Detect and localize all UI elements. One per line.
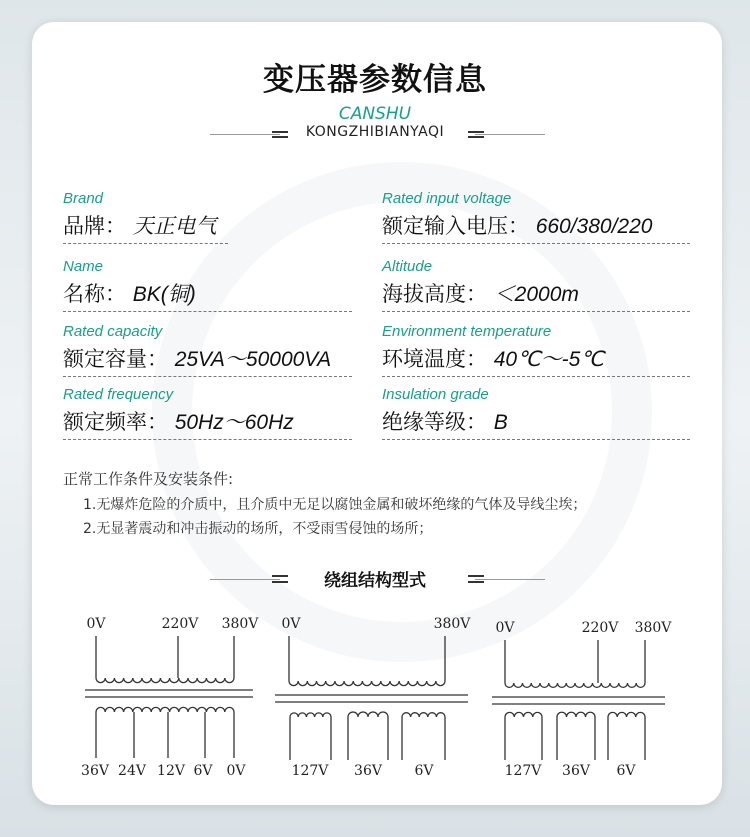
voltage-label: 220V <box>581 620 619 636</box>
spec-label-en: Name <box>63 258 104 275</box>
spec-label-en: Insulation grade <box>382 386 489 403</box>
spec-label-cn: 海拔高度： <box>382 282 487 306</box>
voltage-label: 127V <box>504 763 542 779</box>
voltage-label: 0V <box>86 616 106 632</box>
voltage-label: 0V <box>495 620 515 636</box>
voltage-label: 0V <box>281 616 301 632</box>
coil <box>96 707 234 712</box>
spec-label-cn: 环境温度： <box>382 347 487 371</box>
voltage-label: 6V <box>414 763 434 779</box>
spec-label-cn: 名称： <box>63 282 126 306</box>
spec-label-cn: 额定输入电压： <box>382 214 529 238</box>
condition-item: 1.无爆炸危险的介质中，且介质中无足以腐蚀金属和破坏绝缘的气体及导线尘埃； <box>83 497 587 513</box>
voltage-label: 24V <box>118 763 146 779</box>
spec-label-cn: 绝缘等级： <box>382 410 487 434</box>
voltage-label: 12V <box>157 763 185 779</box>
winding-title: 绕组结构型式 <box>324 571 426 591</box>
coil <box>505 712 542 717</box>
voltage-label: 0V <box>226 763 246 779</box>
spec-label-en: Environment temperature <box>382 323 552 340</box>
coil <box>608 712 645 717</box>
coil <box>505 683 645 687</box>
coil <box>290 713 331 717</box>
coil <box>402 713 445 717</box>
condition-item: 2.无显著震动和冲击振动的场所，不受雨雪侵蚀的场所； <box>83 521 433 537</box>
spec-label-cn: 额定频率： <box>63 410 168 434</box>
voltage-label: 127V <box>291 763 329 779</box>
voltage-label: 380V <box>433 616 471 632</box>
spec-label-en: Rated frequency <box>63 386 174 403</box>
voltage-label: 220V <box>161 616 199 632</box>
spec-value-text: 40℃～-5℃ <box>493 348 604 371</box>
spec-value-text: 天正电气 <box>132 215 217 238</box>
spec-label-en: Altitude <box>382 258 433 275</box>
voltage-label: 6V <box>193 763 213 779</box>
spec-label-en: Rated input voltage <box>382 190 512 207</box>
subtitle-pinyin: KONGZHIBIANYAQI <box>305 124 445 140</box>
spec-value-text: BK(铜) <box>132 283 196 306</box>
spec-label-cn: 品牌： <box>63 214 126 238</box>
coil <box>289 681 445 686</box>
spec-value-text: B <box>493 411 508 434</box>
voltage-label: 36V <box>81 763 109 779</box>
voltage-label: 380V <box>221 616 259 632</box>
coil <box>96 678 234 683</box>
voltage-label: 6V <box>616 763 636 779</box>
spec-value-text: 660/380/220 <box>535 215 653 238</box>
spec-label-cn: 额定容量： <box>63 347 168 371</box>
spec-label-en: Brand <box>63 190 104 207</box>
coil <box>348 712 388 717</box>
subtitle-en: CANSHU <box>338 104 412 124</box>
conditions-title: 正常工作条件及安装条件: <box>63 470 234 488</box>
spec-value-text: ＜2000m <box>493 283 579 306</box>
coil <box>557 712 595 717</box>
voltage-label: 36V <box>354 763 382 779</box>
voltage-label: 36V <box>562 763 590 779</box>
voltage-label: 380V <box>634 620 672 636</box>
page-title: 变压器参数信息 <box>263 62 487 98</box>
spec-value-text: 25VA～50000VA <box>174 348 332 371</box>
spec-label-en: Rated capacity <box>63 323 163 340</box>
spec-value-text: 50Hz～60Hz <box>174 411 294 434</box>
